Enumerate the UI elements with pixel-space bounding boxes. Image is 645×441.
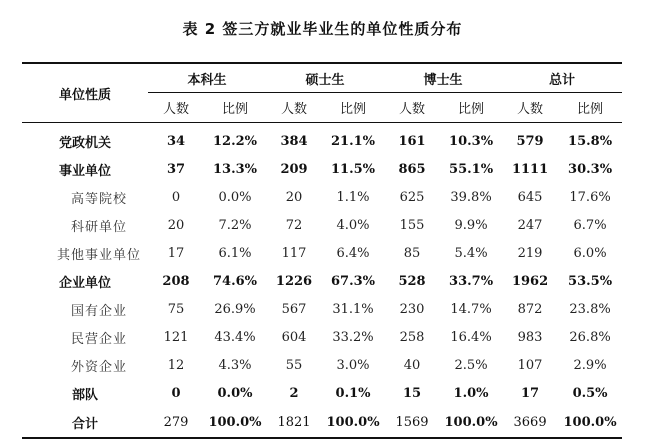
row-label: 国有企业 <box>70 303 127 319</box>
row-label: 事业单位 <box>58 163 111 179</box>
cell-count: 625 <box>399 189 425 205</box>
subheader-ratio: 比例 <box>222 102 249 117</box>
table-row <box>22 295 622 323</box>
cell-count: 0 <box>171 189 181 205</box>
group-header-doctor: 博士生 <box>384 63 502 93</box>
cell-ratio: 26.9% <box>214 301 256 317</box>
cell-ratio: 17.6% <box>569 189 611 205</box>
cell-count: 20 <box>167 217 185 233</box>
cell-ratio: 2.5% <box>454 357 488 373</box>
cell-ratio: 15.8% <box>568 133 613 149</box>
cell-ratio: 33.2% <box>332 329 374 345</box>
table-title: 表 2 签三方就业毕业生的单位性质分布 <box>182 20 463 38</box>
cell-count: 117 <box>281 245 307 261</box>
cell-ratio: 3.0% <box>336 357 370 373</box>
category-header: 单位性质 <box>22 63 148 123</box>
cell-count: 230 <box>399 301 425 317</box>
cell-count: 34 <box>166 133 186 149</box>
cell-count: 1111 <box>511 161 549 177</box>
cell-count: 40 <box>403 357 421 373</box>
cell-ratio: 26.8% <box>569 329 611 345</box>
group-header-total: 总计 <box>502 63 622 93</box>
cell-count: 3669 <box>513 414 547 430</box>
cell-ratio: 39.8% <box>450 189 492 205</box>
cell-count: 1821 <box>277 414 311 430</box>
cell-ratio: 100.0% <box>444 414 498 430</box>
cell-ratio: 7.2% <box>218 217 252 233</box>
cell-count: 37 <box>166 161 186 177</box>
table-row <box>22 211 622 239</box>
subheader-count: 人数 <box>162 102 189 117</box>
cell-ratio: 12.2% <box>213 133 258 149</box>
table-row <box>22 267 622 295</box>
cell-count: 983 <box>517 329 543 345</box>
cell-count: 155 <box>399 217 425 233</box>
cell-count: 872 <box>517 301 543 317</box>
cell-count: 209 <box>280 161 308 177</box>
cell-ratio: 33.7% <box>449 273 494 289</box>
row-label: 科研单位 <box>70 219 127 235</box>
cell-ratio: 67.3% <box>331 273 376 289</box>
cell-count: 208 <box>162 273 190 289</box>
header-row-groups <box>22 63 622 93</box>
table-row <box>22 155 622 183</box>
cell-count: 161 <box>398 133 426 149</box>
cell-ratio: 4.3% <box>218 357 252 373</box>
cell-ratio: 6.7% <box>573 217 607 233</box>
table-row <box>22 123 622 156</box>
cell-count: 121 <box>163 329 189 345</box>
row-label: 其他事业单位 <box>56 247 141 263</box>
cell-count: 15 <box>402 385 422 401</box>
cell-ratio: 9.9% <box>454 217 488 233</box>
cell-count: 17 <box>521 385 540 401</box>
cell-count: 20 <box>285 189 303 205</box>
cell-count: 579 <box>516 133 544 149</box>
cell-count: 75 <box>167 301 185 317</box>
table-row <box>22 239 622 267</box>
cell-ratio: 11.5% <box>331 161 376 177</box>
cell-ratio: 6.4% <box>336 245 370 261</box>
cell-count: 528 <box>398 273 426 289</box>
cell-count: 258 <box>399 329 425 345</box>
cell-count: 384 <box>280 133 308 149</box>
cell-ratio: 2.9% <box>573 357 607 373</box>
cell-ratio: 43.4% <box>214 329 256 345</box>
cell-count: 1226 <box>275 273 313 289</box>
subheader-count: 人数 <box>517 102 544 117</box>
cell-ratio: 14.7% <box>450 301 492 317</box>
cell-count: 0 <box>171 385 181 401</box>
cell-count: 247 <box>517 217 543 233</box>
cell-ratio: 13.3% <box>213 161 258 177</box>
cell-count: 85 <box>403 245 421 261</box>
row-label: 合计 <box>71 416 98 432</box>
cell-count: 72 <box>285 217 303 233</box>
cell-ratio: 0.1% <box>335 385 371 401</box>
cell-count: 645 <box>517 189 543 205</box>
group-header-master: 硕士生 <box>266 63 384 93</box>
subheader-ratio: 比例 <box>577 102 604 117</box>
distribution-table <box>22 62 622 439</box>
cell-ratio: 6.0% <box>573 245 607 261</box>
total-row <box>22 407 622 438</box>
table-row <box>22 323 622 351</box>
cell-count: 12 <box>167 357 185 373</box>
cell-count: 865 <box>398 161 426 177</box>
cell-ratio: 100.0% <box>208 414 262 430</box>
cell-ratio: 1.1% <box>336 189 370 205</box>
subheader-count: 人数 <box>399 102 426 117</box>
cell-ratio: 6.1% <box>218 245 252 261</box>
subheader-ratio: 比例 <box>340 102 367 117</box>
cell-ratio: 16.4% <box>450 329 492 345</box>
cell-ratio: 30.3% <box>568 161 613 177</box>
cell-count: 567 <box>281 301 307 317</box>
cell-ratio: 100.0% <box>326 414 380 430</box>
row-label: 企业单位 <box>58 275 111 291</box>
row-label: 高等院校 <box>70 191 127 207</box>
row-label: 党政机关 <box>58 135 111 151</box>
cell-ratio: 5.4% <box>454 245 488 261</box>
cell-count: 55 <box>285 357 303 373</box>
cell-ratio: 10.3% <box>449 133 494 149</box>
cell-count: 2 <box>289 385 299 401</box>
cell-count: 1962 <box>511 273 549 289</box>
row-label: 部队 <box>71 387 98 403</box>
cell-ratio: 55.1% <box>449 161 494 177</box>
subheader-ratio: 比例 <box>458 102 485 117</box>
cell-count: 1569 <box>395 414 429 430</box>
table-row <box>22 351 622 379</box>
cell-ratio: 0.0% <box>217 385 253 401</box>
cell-ratio: 74.6% <box>213 273 258 289</box>
table-row <box>22 183 622 211</box>
cell-ratio: 1.0% <box>453 385 489 401</box>
cell-ratio: 100.0% <box>563 414 617 430</box>
cell-count: 107 <box>517 357 543 373</box>
cell-ratio: 23.8% <box>569 301 611 317</box>
row-label: 外资企业 <box>70 359 127 375</box>
subheader-count: 人数 <box>281 102 308 117</box>
cell-ratio: 31.1% <box>332 301 374 317</box>
cell-count: 604 <box>281 329 307 345</box>
cell-ratio: 0.0% <box>218 189 252 205</box>
table-row <box>22 379 622 407</box>
cell-count: 279 <box>163 414 189 430</box>
cell-ratio: 4.0% <box>336 217 370 233</box>
cell-ratio: 0.5% <box>572 385 608 401</box>
group-header-undergrad: 本科生 <box>148 63 266 93</box>
cell-ratio: 21.1% <box>331 133 376 149</box>
row-label: 民营企业 <box>70 331 127 347</box>
cell-count: 219 <box>517 245 543 261</box>
cell-ratio: 53.5% <box>568 273 613 289</box>
cell-count: 17 <box>167 245 185 261</box>
